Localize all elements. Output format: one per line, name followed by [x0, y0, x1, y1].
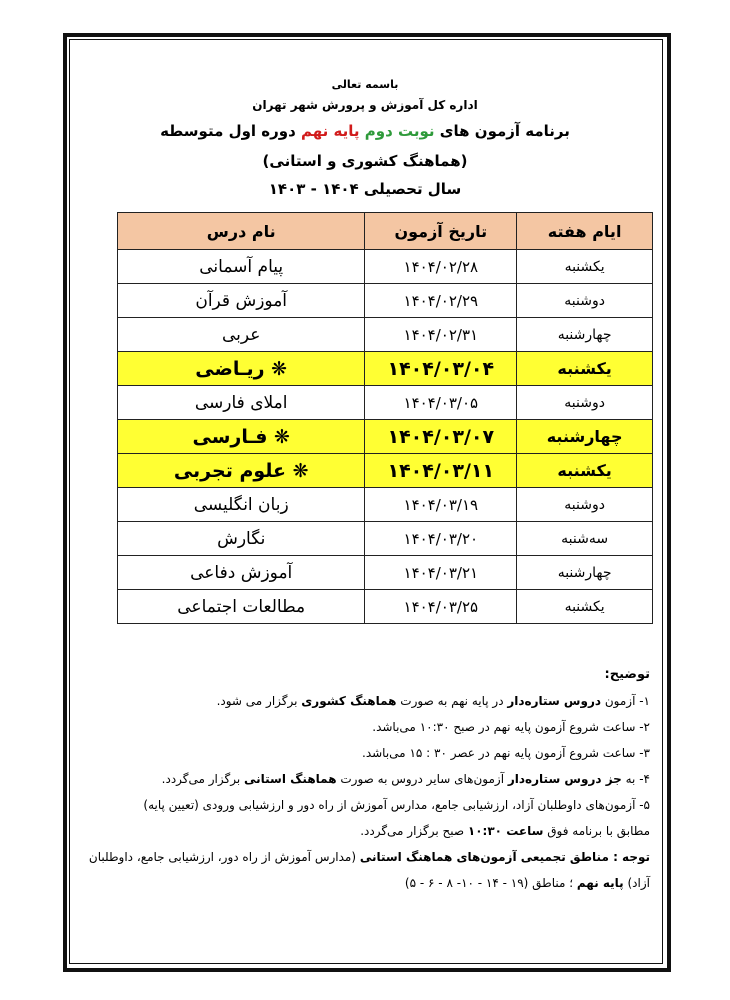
- date-cell: ۱۴۰۴/۰۳/۲۵: [365, 590, 517, 624]
- header-date: تاریخ آزمون: [365, 213, 517, 250]
- organization-name: اداره کل آموزش و پرورش شهر تهران: [252, 98, 478, 112]
- subject-cell: آموزش دفاعی: [118, 556, 365, 590]
- day-cell: چهارشنبه: [517, 556, 653, 590]
- subject-cell: ❋ ریـاضی: [118, 352, 365, 386]
- table-row: [118, 318, 653, 352]
- date-cell: ۱۴۰۴/۰۳/۲۱: [365, 556, 517, 590]
- note-6-line-2: آزاد) پایه نهم ؛ مناطق (۱۹ - ۱۴ - ۱۰- ۸ - ۶ - ۵): [404, 876, 650, 890]
- basmala-line: باسمه تعالی: [331, 78, 399, 91]
- grade-label: پایه نهم: [301, 122, 360, 140]
- table-row: [118, 386, 653, 420]
- term-label: نوبت دوم: [364, 122, 435, 140]
- date-cell: ۱۴۰۴/۰۲/۲۸: [365, 250, 517, 284]
- day-cell: سه‌شنبه: [517, 522, 653, 556]
- note-3: ۳- ساعت شروع آزمون پایه نهم در عصر ۳۰ : ۱۵ می‌باشد.: [362, 746, 650, 760]
- subject-cell: آموزش قرآن: [118, 284, 365, 318]
- date-cell: ۱۴۰۴/۰۲/۳۱: [365, 318, 517, 352]
- table-row-highlighted: [118, 420, 653, 454]
- subject-cell: مطالعات اجتماعی: [118, 590, 365, 624]
- table-row-highlighted: [118, 454, 653, 488]
- table-row: [118, 250, 653, 284]
- document-title: برنامه آزمون های نوبت دوم پایه نهم دوره اول متوسطه: [160, 122, 570, 140]
- day-cell: دوشنبه: [517, 386, 653, 420]
- day-cell: چهارشنبه: [517, 420, 653, 454]
- subject-cell: نگارش: [118, 522, 365, 556]
- table-row: [118, 556, 653, 590]
- header-day: ایام هفته: [517, 213, 653, 250]
- date-cell: ۱۴۰۴/۰۳/۰۷: [365, 420, 517, 454]
- notes-title: توضیح:: [604, 667, 650, 682]
- table-row-highlighted: [118, 352, 653, 386]
- coordination-subtitle: (هماهنگ کشوری و استانی): [262, 152, 468, 170]
- subject-cell: عربی: [118, 318, 365, 352]
- day-cell: یکشنبه: [517, 454, 653, 488]
- day-cell: دوشنبه: [517, 284, 653, 318]
- table-row: [118, 284, 653, 318]
- date-cell: ۱۴۰۴/۰۳/۰۵: [365, 386, 517, 420]
- date-cell: ۱۴۰۴/۰۳/۱۱: [365, 454, 517, 488]
- note-1: ۱- آزمون دروس ستاره‌دار در پایه نهم به صورت هماهنگ کشوری برگزار می شود.: [216, 694, 650, 708]
- note-5-line-2: مطابق با برنامه فوق ساعت ۱۰:۳۰ صبح برگزار می‌گردد.: [360, 824, 650, 838]
- table-row: [118, 522, 653, 556]
- notes-section: [88, 662, 650, 896]
- academic-year: سال تحصیلی ۱۴۰۴ - ۱۴۰۳: [268, 180, 462, 198]
- note-2: ۲- ساعت شروع آزمون پایه نهم در صبح ۱۰:۳۰ می‌باشد.: [372, 720, 650, 734]
- subject-cell: زبان انگلیسی: [118, 488, 365, 522]
- note-6-line-1: توجه : مناطق تجمیعی آزمون‌های هماهنگ استانی (مدارس آموزش از راه دور، ارزشیابی جامع، داوطلبان: [88, 850, 650, 864]
- day-cell: دوشنبه: [517, 488, 653, 522]
- day-cell: یکشنبه: [517, 352, 653, 386]
- table-header-row: [118, 213, 653, 250]
- subject-cell: ❋ فـارسی: [118, 420, 365, 454]
- document-page: [80, 40, 650, 960]
- note-5-line-1: ۵- آزمون‌های داوطلبان آزاد، ارزشیابی جامع، مدارس آموزش از راه دور و ارزشیابی ورودی (تعیین پایه): [143, 798, 650, 812]
- date-cell: ۱۴۰۴/۰۳/۲۰: [365, 522, 517, 556]
- exam-schedule-table: [117, 212, 653, 624]
- header-subject: نام درس: [118, 213, 365, 250]
- table-row: [118, 488, 653, 522]
- day-cell: چهارشنبه: [517, 318, 653, 352]
- table-row: [118, 590, 653, 624]
- day-cell: یکشنبه: [517, 590, 653, 624]
- day-cell: یکشنبه: [517, 250, 653, 284]
- subject-cell: املای فارسی: [118, 386, 365, 420]
- date-cell: ۱۴۰۴/۰۲/۲۹: [365, 284, 517, 318]
- subject-cell: ❋ علوم تجربی: [118, 454, 365, 488]
- note-4: ۴- به جز دروس ستاره‌دار آزمون‌های سایر دروس به صورت هماهنگ استانی برگزار می‌گردد.: [161, 772, 650, 786]
- date-cell: ۱۴۰۴/۰۳/۰۴: [365, 352, 517, 386]
- subject-cell: پیام آسمانی: [118, 250, 365, 284]
- date-cell: ۱۴۰۴/۰۳/۱۹: [365, 488, 517, 522]
